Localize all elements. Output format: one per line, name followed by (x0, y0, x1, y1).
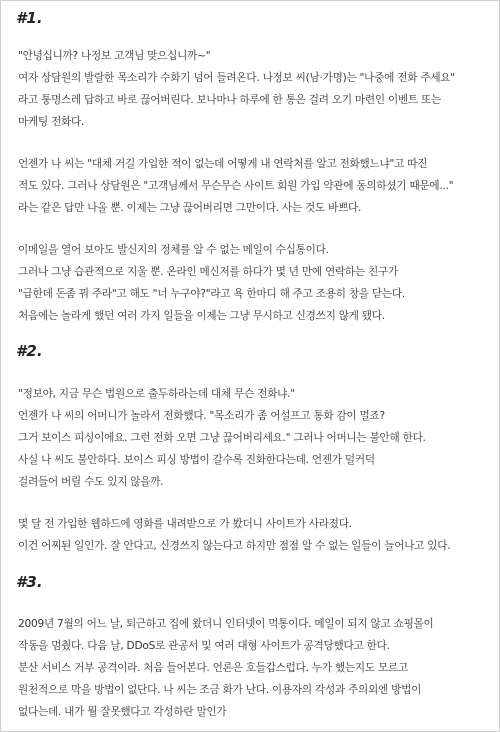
section-heading-3: #3. (16, 573, 43, 591)
paragraph-line: 마케팅 전화다. (18, 116, 85, 128)
paragraph-line: 작동을 멈췄다. 다음 날, DDoS로 관공서 및 여러 대형 사이트가 공격당했다고 한다. (18, 640, 390, 652)
section-heading-2: #2. (16, 342, 43, 360)
paragraph-line: 라고 퉁명스레 답하고 바로 끊어버린다. 보나마나 하루에 한 통은 걸려 오기 마련인 이벤트 또는 (18, 94, 442, 106)
section-heading-1: #1. (16, 9, 43, 27)
paragraph-line: 없다는데. 내가 뭘 잘못했다고 각성하란 말인가 (18, 706, 227, 718)
paragraph-line: 2009년 7월의 어느 날, 퇴근하고 집에 왔더니 인터넷이 먹통이다. 메일이 되지 않고 쇼핑몰이 (18, 618, 434, 630)
paragraph-line: 여자 상담원의 발랄한 목소리가 수화기 넘어 들려온다. 나정보 씨(남·가명)는 "나중에 전화 주세요" (18, 72, 455, 84)
paragraph-line: "정보야, 지금 무슨 법원으로 출두하라는데 대체 무슨 전화냐." (18, 388, 295, 400)
paragraph-line: 언젠가 나 씨의 어머니가 놀라서 전화했다. "목소리가 좀 어설프고 통화 감이 멀죠? (18, 410, 385, 422)
paragraph-line: 그거 보이스 피싱이에요. 그런 전화 오면 그냥 끊어버리세요." 그러나 어머니는 불안해 한다. (18, 432, 426, 444)
paragraph-line: "급한데 돈좀 꿔 주라"고 해도 "너 누구야?"라고 욕 한마디 해 주고 조용히 창을 닫는다. (18, 288, 405, 300)
paragraph-line: 이건 어찌된 일인가. 잘 안다고, 신경쓰지 않는다고 하지만 점점 알 수 없는 일들이 늘어나고 있다. (18, 540, 451, 552)
paragraph-line: 언젠가 나 씨는 "대체 거길 가입한 적이 없는데 어떻게 내 연락처를 알고 전화했느냐"고 따진 (18, 158, 428, 170)
paragraph-line: 라는 같은 답만 나올 뿐. 이제는 그냥 끊어버리면 그만이다. 사는 것도 바쁘다. (18, 202, 362, 214)
paragraph-line: 몇 달 전 가입한 웹하드에 영화를 내려받으로 가 봤더니 사이트가 사라졌다. (18, 518, 352, 530)
paragraph-line: 분산 서비스 거부 공격이라. 처음 들어본다. 언론은 호들갑스럽다. 누가 했는지도 모르고 (18, 662, 408, 674)
paragraph-line: 적도 있다. 그러나 상담원은 "고객님께서 무슨무슨 사이트 회원 가입 약관에 동의하셨기 때문에..." (18, 180, 454, 192)
paragraph-line: 그러나 그냥 습관적으로 지울 뿐. 온라인 메신저를 하다가 몇 년 만에 연락하는 친구가 (18, 266, 398, 278)
paragraph-line: 사실 나 씨도 불안하다. 보이스 피싱 방법이 갈수록 진화한다는데. 언젠가 덜커덕 (18, 454, 375, 466)
paragraph-line: 이메일을 열어 보아도 발신지의 정체를 알 수 없는 메일이 수십통이다. (18, 244, 329, 256)
paragraph-line: 걸려들어 버릴 수도 있지 않을까. (18, 476, 164, 488)
paragraph-line: 원천적으로 막을 방법이 없단다. 나 씨는 조금 화가 난다. 이용자의 각성과 주의외엔 방법이 (18, 684, 422, 696)
paragraph-line: "안녕십니까? 나정보 고객님 맞으십니까~" (18, 50, 211, 62)
paragraph-line: 처음에는 놀라게 했던 여러 가지 일들을 이제는 그냥 무시하고 신경쓰지 않게 됐다. (18, 310, 385, 322)
